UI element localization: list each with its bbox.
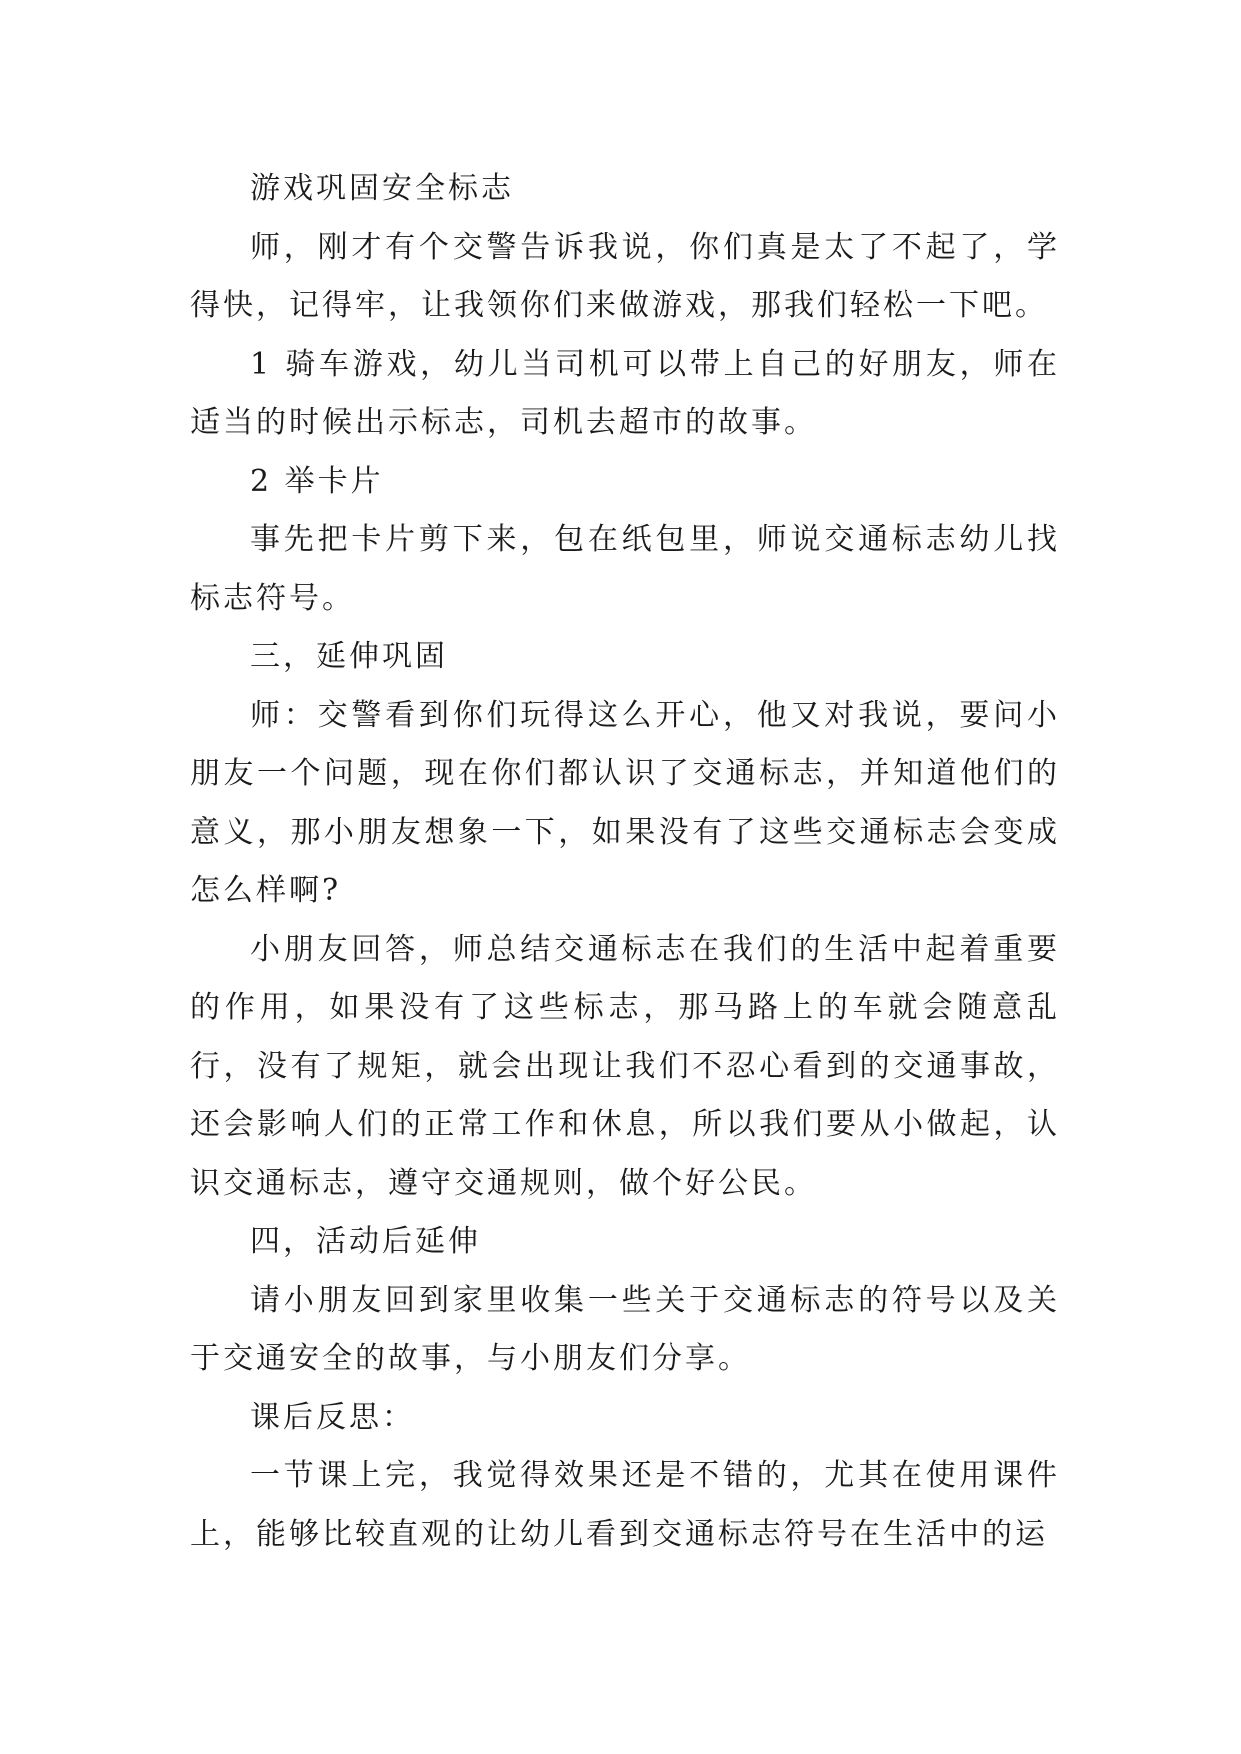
paragraph-section-3-question: 师：交警看到你们玩得这么开心，他又对我说，要问小朋友一个问题，现在你们都认识了交通标志，并知道他们的意义，那小朋友想象一下，如果没有了这些交通标志会变成怎么样啊?: [190, 697, 1060, 908]
paragraph-game-heading: 游戏巩固安全标志: [250, 171, 514, 206]
paragraph-game-1: 1 骑车游戏，幼儿当司机可以带上自己的好朋友，师在适当的时候出示标志，司机去超市的故事。: [190, 346, 1060, 440]
paragraph-game-2-detail: 事先把卡片剪下来，包在纸包里，师说交通标志幼儿找标志符号。: [190, 522, 1060, 616]
paragraph-teacher-intro: 师，刚才有个交警告诉我说，你们真是太了不起了，学得快，记得牢，让我领你们来做游戏，那我们轻松一下吧。: [190, 229, 1060, 323]
paragraph-section-4-heading: 四，活动后延伸: [250, 1224, 481, 1259]
paragraph-game-2-heading: 2 举卡片: [250, 463, 384, 499]
document-body: [190, 160, 1060, 1564]
paragraph-reflection-text: 一节课上完，我觉得效果还是不错的，尤其在使用课件上，能够比较直观的让幼儿看到交通标志符号在生活中的运: [190, 1458, 1060, 1552]
paragraph-reflection-heading: 课后反思：: [250, 1399, 415, 1435]
paragraph-section-4-detail: 请小朋友回到家里收集一些关于交通标志的符号以及关于交通安全的故事，与小朋友们分享。: [190, 1282, 1060, 1376]
paragraph-section-3-summary: 小朋友回答，师总结交通标志在我们的生活中起着重要的作用，如果没有了这些标志，那马路上的车就会随意乱行，没有了规矩，就会出现让我们不忍心看到的交通事故，还会影响人们的正常工作和休息，所以我们要从小做起，认识交通标志，遵守交通规则，做个好公民。: [190, 931, 1060, 1201]
paragraph-section-3-heading: 三，延伸巩固: [250, 639, 448, 674]
